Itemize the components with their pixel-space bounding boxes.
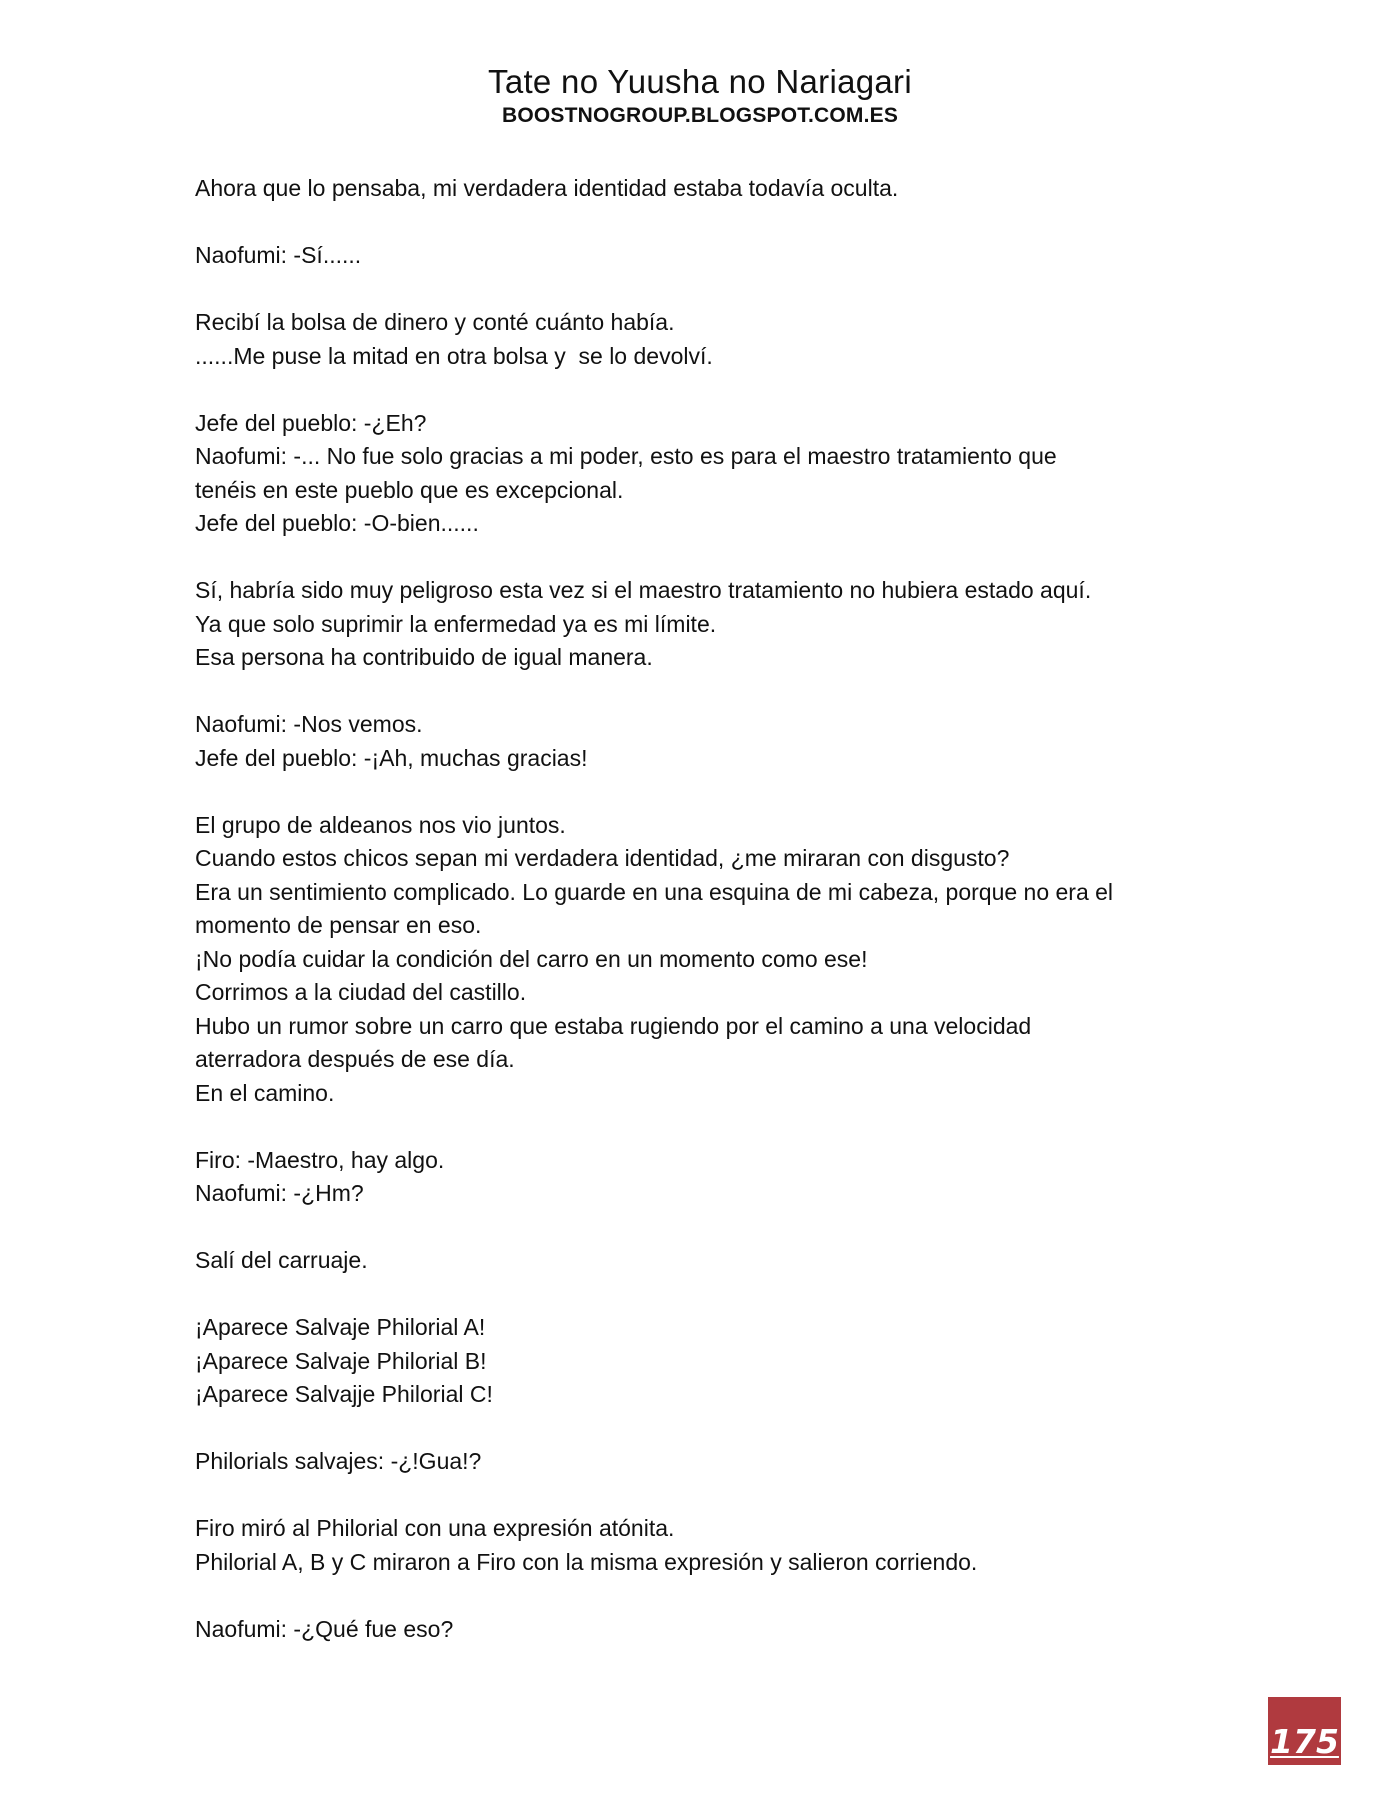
- text-line: Naofumi: -Sí......: [195, 242, 362, 268]
- text-line: ¡Aparece Salvaje Philorial A!: [195, 1314, 486, 1340]
- blank-line: [195, 273, 1215, 307]
- text-line: Corrimos a la ciudad del castillo.: [195, 979, 527, 1005]
- page-number: 175: [1270, 1722, 1339, 1761]
- text-line: Naofumi: -¿Qué fue eso?: [195, 1615, 454, 1642]
- text-line: Naofumi: -... No fue solo gracias a mi poder, esto es para el maestro tratamiento que: [195, 443, 1057, 469]
- text-line: Hubo un rumor sobre un carro que estaba rugiendo por el camino a una velocidad: [195, 1012, 1032, 1039]
- document-subtitle: BOOSTNOGROUP.BLOGSPOT.COM.ES: [501, 104, 899, 127]
- text-line: ¡Aparece Salvajje Philorial C!: [195, 1381, 493, 1407]
- text-line: Jefe del pueblo: -O-bien......: [195, 510, 479, 536]
- text-line: Esa persona ha contribuido de igual manera.: [195, 644, 653, 670]
- text-line: Recibí la bolsa de dinero y conté cuánto había.: [195, 309, 675, 335]
- text-line: ¡No podía cuidar la condición del carro en un momento como ese!: [195, 945, 868, 972]
- blank-line: [195, 541, 1215, 575]
- text-line: Ahora que lo pensaba, mi verdadera identidad estaba todavía oculta.: [195, 175, 899, 201]
- text-line: Era un sentimiento complicado. Lo guarde en una esquina de mi cabeza, porque no era el: [195, 878, 1114, 905]
- text-line: Cuando estos chicos sepan mi verdadera identidad, ¿me miraran con disgusto?: [195, 845, 1010, 871]
- text-line: Philorial A, B y C miraron a Firo con la misma expresión y salieron corriendo.: [195, 1548, 978, 1575]
- blank-line: [195, 1579, 1215, 1613]
- text-line: Philorials salvajes: -¿!Gua!?: [195, 1448, 482, 1474]
- page-number-badge: [1268, 1697, 1341, 1765]
- blank-line: [195, 775, 1215, 809]
- blank-line: [195, 1211, 1215, 1245]
- blank-line: [195, 206, 1215, 240]
- blank-line: [195, 1479, 1215, 1513]
- text-line: Jefe del pueblo: -¿Eh?: [195, 409, 427, 436]
- blank-line: [195, 1110, 1215, 1144]
- document-body: [195, 172, 1215, 1646]
- text-line: Firo: -Maestro, hay algo.: [195, 1146, 445, 1173]
- text-line: Naofumi: -Nos vemos.: [195, 711, 423, 737]
- text-line: momento de pensar en eso.: [195, 912, 482, 938]
- document-title: Tate no Yuusha no Nariagari: [488, 63, 912, 100]
- text-line: Salí del carruaje.: [195, 1247, 368, 1273]
- blank-line: [195, 1278, 1215, 1312]
- text-line: Sí, habría sido muy peligroso esta vez si el maestro tratamiento no hubiera estado aquí.: [195, 577, 1092, 603]
- text-line: ......Me puse la mitad en otra bolsa y se lo devolví.: [195, 342, 713, 369]
- text-line: tenéis en este pueblo que es excepcional.: [195, 476, 624, 503]
- text-line: En el camino.: [195, 1079, 335, 1106]
- text-line: Ya que solo suprimir la enfermedad ya es mi límite.: [195, 610, 717, 637]
- page-header: [0, 62, 1400, 130]
- text-line: Firo miró al Philorial con una expresión atónita.: [195, 1515, 675, 1541]
- blank-line: [195, 675, 1215, 709]
- text-line: Jefe del pueblo: -¡Ah, muchas gracias!: [195, 744, 588, 771]
- text-line: aterradora después de ese día.: [195, 1046, 515, 1072]
- text-line: Naofumi: -¿Hm?: [195, 1180, 364, 1206]
- blank-line: [195, 1412, 1215, 1446]
- text-line: ¡Aparece Salvaje Philorial B!: [195, 1347, 487, 1374]
- text-line: El grupo de aldeanos nos vio juntos.: [195, 811, 566, 838]
- blank-line: [195, 373, 1215, 407]
